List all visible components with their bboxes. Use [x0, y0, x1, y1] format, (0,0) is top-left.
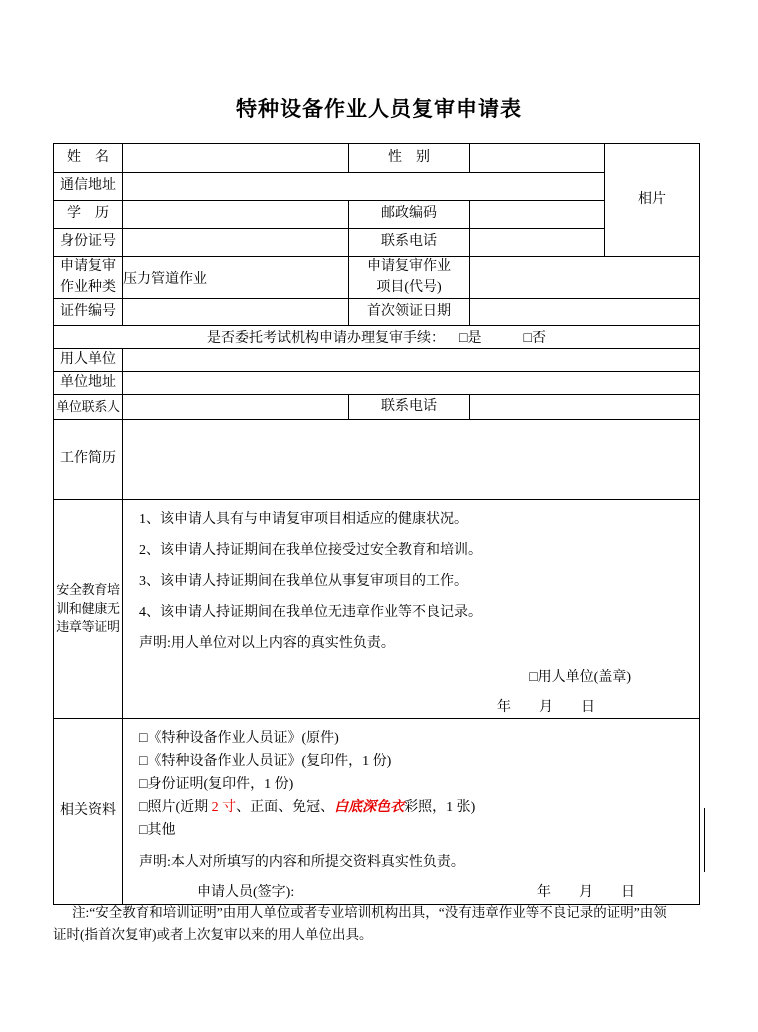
gender-label: 性 别: [349, 144, 470, 173]
name-value-cell: [123, 144, 349, 173]
photo-size-red-text: 2 寸: [211, 800, 237, 815]
footnote: [53, 902, 709, 946]
table-row: [54, 299, 700, 326]
applicant-date-line: 年 月 日: [537, 885, 635, 900]
safety-item-2: 2、该申请人持证期间在我单位接受过安全教育和培训。: [139, 543, 482, 558]
employer-label: 用人单位: [54, 349, 123, 372]
review-project-label: 申请复审作业 项目(代号): [349, 257, 470, 299]
employer-stamp-checkbox: □用人单位(盖章): [529, 670, 631, 685]
id-number-label: 身份证号: [54, 229, 123, 257]
cert-number-label: 证件编号: [54, 299, 123, 326]
entrust-question-row: [54, 326, 700, 349]
table-row: [54, 420, 700, 500]
application-form-table: [53, 143, 700, 905]
name-label: 姓 名: [54, 144, 123, 173]
table-row: [54, 201, 700, 229]
work-history-value-cell: [123, 420, 700, 500]
table-row: [54, 349, 700, 372]
materials-section-label: 相关资料: [54, 719, 123, 905]
employer-statement: 声明:用人单位对以上内容的真实性负责。: [139, 636, 395, 651]
postal-code-label: 邮政编码: [349, 201, 470, 229]
material-item-id-copy: □身份证明(复印件，1 份): [139, 777, 294, 792]
gender-value-cell: [470, 144, 605, 173]
employer-address-label: 单位地址: [54, 372, 123, 395]
material-item-photo: □照片(近期 2 寸、正面、免冠、白底深色衣彩照，1 张): [139, 800, 476, 815]
applicant-signature-label: 申请人员(签字):: [197, 885, 295, 900]
entrust-yes-checkbox: □是: [459, 331, 482, 346]
photo-placeholder: 相片: [605, 144, 700, 257]
employer-value-cell: [123, 349, 700, 372]
table-row: [54, 257, 700, 299]
review-project-value-cell: [470, 257, 700, 299]
table-row: [54, 326, 700, 349]
page-title: 特种设备作业人员复审申请表: [236, 98, 522, 121]
safety-section-label: 安全教育培 训和健康无 违章等证明: [54, 500, 123, 719]
review-type-label: 申请复审 作业种类: [54, 257, 123, 299]
first-cert-date-value-cell: [470, 299, 700, 326]
material-item-other: □其他: [139, 823, 176, 838]
safety-section-body: [123, 500, 700, 719]
entrust-question-label: 是否委托考试机构申请办理复审手续：: [207, 331, 446, 346]
table-row: [54, 229, 700, 257]
contact-phone-value-cell: [470, 395, 700, 420]
table-row: [54, 144, 700, 173]
table-row: [54, 173, 700, 201]
materials-section-body: [123, 719, 700, 905]
employer-address-value-cell: [123, 372, 700, 395]
table-row: [54, 500, 700, 719]
address-label: 通信地址: [54, 173, 123, 201]
employer-date-line: 年 月 日: [497, 700, 595, 715]
postal-code-value-cell: [470, 201, 605, 229]
safety-item-4: 4、该申请人持证期间在我单位无违章作业等不良记录。: [139, 605, 482, 620]
footnote-line-2: 证时(指首次复审)或者上次复审以来的用人单位出具。: [53, 927, 373, 942]
signature-row: [139, 881, 685, 904]
safety-item-3: 3、该申请人持证期间在我单位从事复审项目的工作。: [139, 574, 468, 589]
employer-contact-value-cell: [123, 395, 349, 420]
employer-contact-label: 单位联系人: [54, 395, 123, 420]
table-row: [54, 719, 700, 905]
footnote-line-1: 注:“安全教育和培训证明”由用人单位或者专业培训机构出具，“没有违章作业等不良记录的证明”由领: [72, 905, 667, 920]
review-type-value: 压力管道作业: [123, 257, 349, 299]
material-item-original: □《特种设备作业人员证》(原件): [139, 731, 339, 746]
phone-label: 联系电话: [349, 229, 470, 257]
table-row: [54, 372, 700, 395]
photo-bg-red-text: 白底深色衣: [334, 800, 405, 815]
education-label: 学 历: [54, 201, 123, 229]
address-value-cell: [123, 173, 605, 201]
education-value-cell: [123, 201, 349, 229]
contact-phone-label: 联系电话: [349, 395, 470, 420]
scan-artifact-line: [704, 808, 705, 872]
entrust-no-checkbox: □否: [523, 331, 546, 346]
id-number-value-cell: [123, 229, 349, 257]
work-history-label: 工作简历: [54, 420, 123, 500]
cert-number-value-cell: [123, 299, 349, 326]
applicant-statement: 声明:本人对所填写的内容和所提交资料真实性负责。: [139, 855, 465, 870]
first-cert-date-label: 首次领证日期: [349, 299, 470, 326]
phone-value-cell: [470, 229, 605, 257]
table-row: [54, 395, 700, 420]
safety-item-1: 1、该申请人具有与申请复审项目相适应的健康状况。: [139, 512, 468, 527]
material-item-copy: □《特种设备作业人员证》(复印件，1 份): [139, 754, 392, 769]
